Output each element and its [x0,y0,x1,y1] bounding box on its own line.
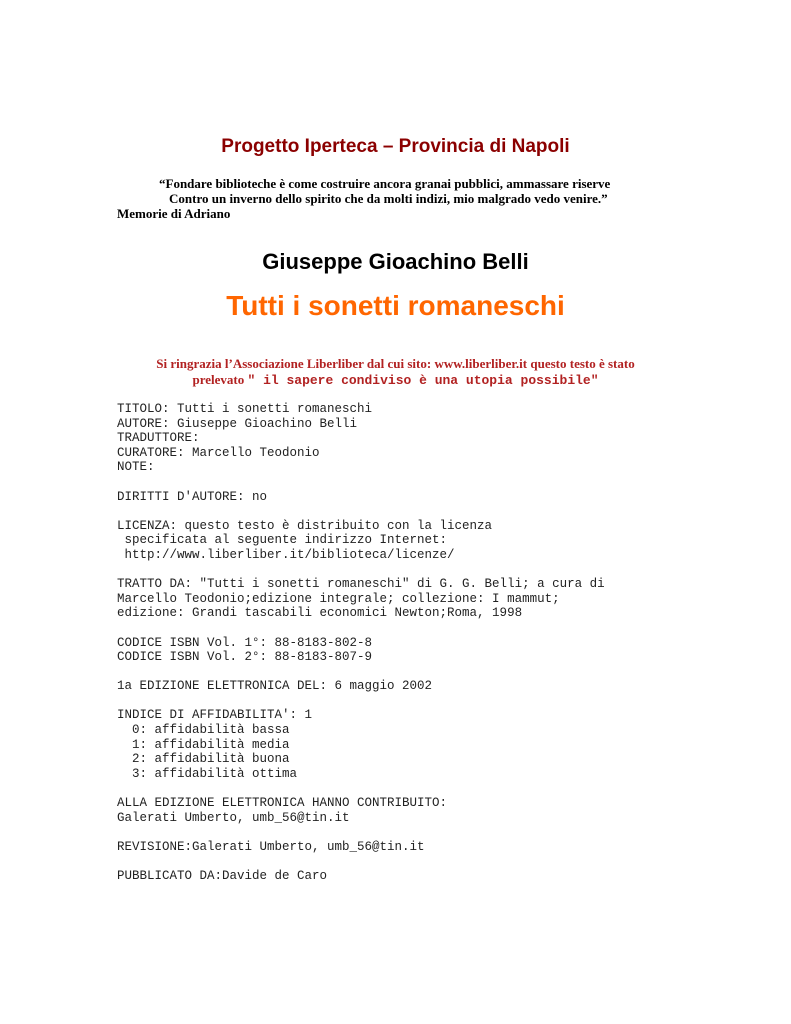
metadata-line [117,781,737,796]
acknowledgement-line-2 [0,372,791,389]
acknowledgement-prefix: prelevato [192,372,248,387]
acknowledgement [0,356,791,389]
metadata-line: edizione: Grandi tascabili economici Newton;Roma, 1998 [117,606,523,621]
quote-source: Memorie di Adriano [117,206,231,221]
metadata-line: INDICE DI AFFIDABILITA': 1 [117,708,313,723]
quote-line-2: Contro un inverno dello spirito che da molti indizi, mio malgrado vedo venire.” [169,191,608,206]
metadata-line: ALLA EDIZIONE ELETTRONICA HANNO CONTRIBUITO: [117,796,448,811]
metadata-line: Galerati Umberto, umb_56@tin.it [117,810,350,825]
work-title: Tutti i sonetti romaneschi [226,290,565,321]
metadata-line: Marcello Teodonio;edizione integrale; collezione: I mammut; [117,591,560,606]
project-title: Progetto Iperteca – Provincia di Napoli [221,136,570,157]
author-name: Giuseppe Gioachino Belli [262,249,529,274]
epigraph-quote [117,176,677,221]
acknowledgement-motto: " il sapere condiviso è una utopia possibile" [247,373,599,388]
metadata-line [117,854,737,869]
metadata-line [117,665,737,680]
metadata-line: 3: affidabilità ottima [117,766,298,781]
metadata-line: 1: affidabilità media [117,737,290,752]
metadata-line: REVISIONE:Galerati Umberto, umb_56@tin.it [117,839,425,854]
metadata-line: 2: affidabilità buona [117,752,290,767]
metadata-line: NOTE: [117,460,155,475]
metadata-line [117,475,737,490]
metadata-line [117,825,737,840]
metadata-line: TRADUTTORE: [117,431,200,446]
metadata-line: CODICE ISBN Vol. 2°: 88-8183-807-9 [117,650,373,665]
metadata-line: TRATTO DA: "Tutti i sonetti romaneschi" di G. G. Belli; a cura di [117,577,605,592]
metadata-line: 0: affidabilità bassa [117,723,290,738]
metadata-line: LICENZA: questo testo è distribuito con la licenza [117,518,493,533]
metadata-line [117,504,737,519]
quote-line-1: “Fondare biblioteche è come costruire ancora granai pubblici, ammassare riserve [159,176,611,191]
metadata-line [117,621,737,636]
metadata-line [117,563,737,578]
metadata-line: DIRITTI D'AUTORE: no [117,489,268,504]
metadata-line [117,694,737,709]
metadata-line: specificata al seguente indirizzo Internet: [117,533,448,548]
metadata-line: CURATORE: Marcello Teodonio [117,445,320,460]
metadata-line: TITOLO: Tutti i sonetti romaneschi [117,402,373,416]
book-metadata [117,402,737,884]
metadata-line: PUBBLICATO DA:Davide de Caro [117,869,328,883]
metadata-line: http://www.liberliber.it/biblioteca/licenze/ [117,547,455,562]
metadata-line: AUTORE: Giuseppe Gioachino Belli [117,416,358,431]
acknowledgement-line-1: Si ringrazia l’Associazione Liberliber dal cui sito: www.liberliber.it questo testo è stato [156,356,635,371]
metadata-line: CODICE ISBN Vol. 1°: 88-8183-802-8 [117,635,373,650]
metadata-line: 1a EDIZIONE ELETTRONICA DEL: 6 maggio 2002 [117,679,433,694]
